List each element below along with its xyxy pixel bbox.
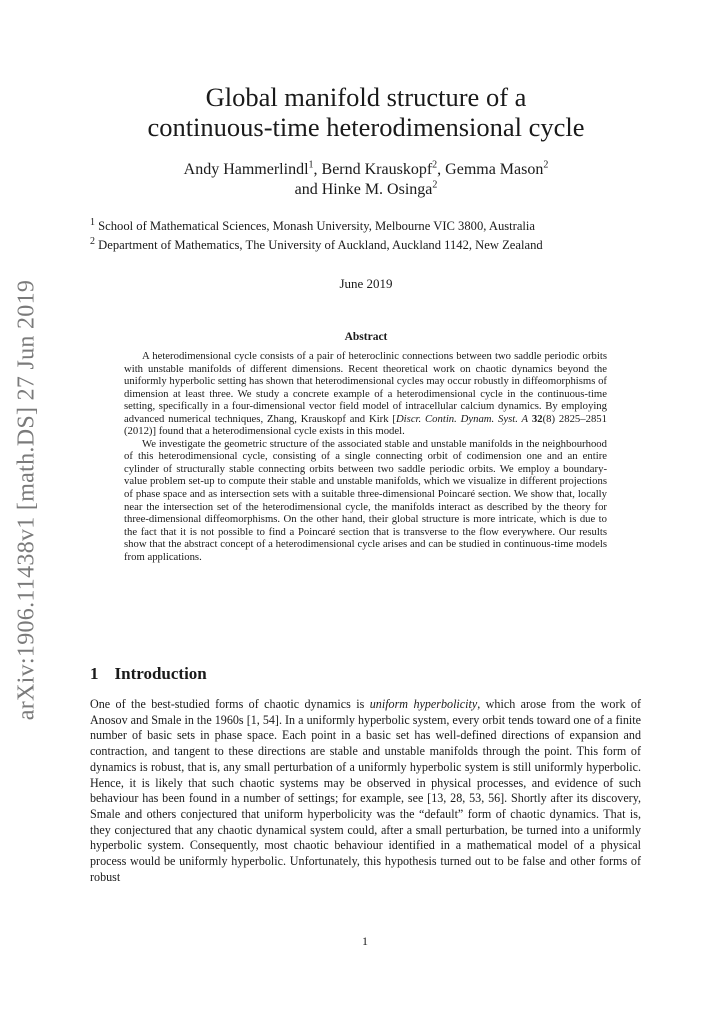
body-text: , which arose from the work of Anosov and Smale in the 1960s [1, 54]. In a uniformly hyperbolic system, every orbit tends toward one of a finite number of basic sets in phase space. Each point in a basic set has well-defined directions of expansion and contraction, and tangent to these directions are stable and unstable manifolds through the point. This form of dynamics is robust, that is, any small perturbation of a uniformly hyperbolic system is still uniformly hyperbolic. Hence, it is likely that such chaotic systems may be observed in physical processes, and evidence of such behaviour has been found in a number of settings; for example, see [13, 28, 53, 56]. Shortly after its discovery, Smale and others conjectured that uniform hyperbolicity was the “default” form of chaotic dynamics. That is, they conjectured that any chaotic dynamical system could, after a small perturbation, be turned into a uniformly hyperbolic system. Consequently, most chaotic behaviour identified in a mathematical model of a physical process would be uniformly hyperbolic. Unfortunately, this hypothesis turned out to be false and other forms of robust (90, 697, 641, 884)
author-mason: , Gemma Mason (437, 161, 544, 178)
author-affil-mark: 2 (432, 179, 438, 191)
abstract-body (124, 350, 607, 563)
arxiv-sidebar (6, 279, 48, 721)
author-affil-mark: 2 (432, 159, 438, 171)
abstract-heading: Abstract (344, 331, 388, 343)
body-paragraph (90, 697, 641, 885)
abstract-paragraph: We investigate the geometric structure of the associated stable and unstable manifolds in the neighbourhood of this heterodimensional cycle, consisting of a single connecting orbit of codimension one and an entire cylinder of structurally stable connecting orbits between two saddle periodic orbits. We employ a boundary-value problem set-up to compute their stable and unstable manifolds, which we visualize in different projections of phase space and as intersection sets with a suitable three-dimensional Poincaré section. We show that, locally near the intersection set of the heterodimensional cycle, the manifolds interact as described by the theory for three-dimensional diffeomorphisms. On the other hand, their global structure is more intricate, which is due to the fact that it is not possible to find a Poincaré section that is transverse to the flow everywhere. Our results show that the abstract concept of a heterodimensional cycle arises and can be studied in continuous-time models from applications. (124, 437, 607, 563)
introduction-body (90, 697, 641, 885)
author-osinga: and Hinke M. Osinga (294, 181, 433, 198)
emphasis-term: uniform hyperbolicity (369, 697, 478, 711)
abstract-text: A heterodimensional cycle consists of a pair of heteroclinic connections between two saddle periodic orbits with unstable manifolds of different dimensions. Recent theoretical work on chaotic dynamics beyond the uniformly hyperbolic setting has shown that heterodimensional cycles may occur robustly in diffeomorphisms of dimension at least three. We study a concrete example of a heterodimensional cycle in the continuous-time setting, specifically in a four-dimensional vector field model of intracellular calcium dynamics. By employing advanced numerical techniques, Zhang, Krauskopf and Kirk [ (124, 350, 607, 425)
abstract-text: (8) 2825–2851 (2012)] found that a heterodimensional cycle exists in this model. (124, 412, 607, 438)
affiliation-mark: 1 (90, 216, 95, 228)
author-line-1 (90, 160, 642, 180)
section-heading (90, 664, 207, 684)
section-number: 1 (90, 664, 99, 683)
title-line-2: continuous-time heterodimensional cycle (147, 112, 585, 142)
page-number: 1 (362, 934, 368, 948)
affiliation-text: Department of Mathematics, The University of Auckland, Auckland 1142, New Zealand (98, 238, 543, 252)
section-title: Introduction (114, 664, 207, 683)
publication-date: June 2019 (339, 276, 393, 291)
author-affil-mark: 1 (308, 159, 314, 171)
author-line-2 (90, 180, 642, 200)
affiliation-1 (90, 218, 650, 234)
affiliation-mark: 2 (90, 235, 95, 247)
affiliation-text: School of Mathematical Sciences, Monash University, Melbourne VIC 3800, Australia (98, 219, 536, 233)
paper-title (90, 82, 642, 142)
author-krauskopf: , Bernd Krauskopf (313, 161, 433, 178)
body-text: One of the best-studied forms of chaotic dynamics is (90, 697, 370, 711)
abstract-paragraph (124, 350, 607, 438)
author-affil-mark: 2 (543, 159, 549, 171)
author-hammerlindl: Andy Hammerlindl (183, 161, 309, 178)
author-list (90, 160, 642, 200)
arxiv-identifier[interactable]: arXiv:1906.11438v1 [math.DS] 27 Jun 2019 (13, 279, 40, 721)
affiliation-2 (90, 237, 650, 253)
title-line-1: Global manifold structure of a (205, 82, 527, 112)
journal-volume: 32 (531, 412, 543, 425)
journal-name: Discr. Contin. Dynam. Syst. A (395, 412, 529, 425)
